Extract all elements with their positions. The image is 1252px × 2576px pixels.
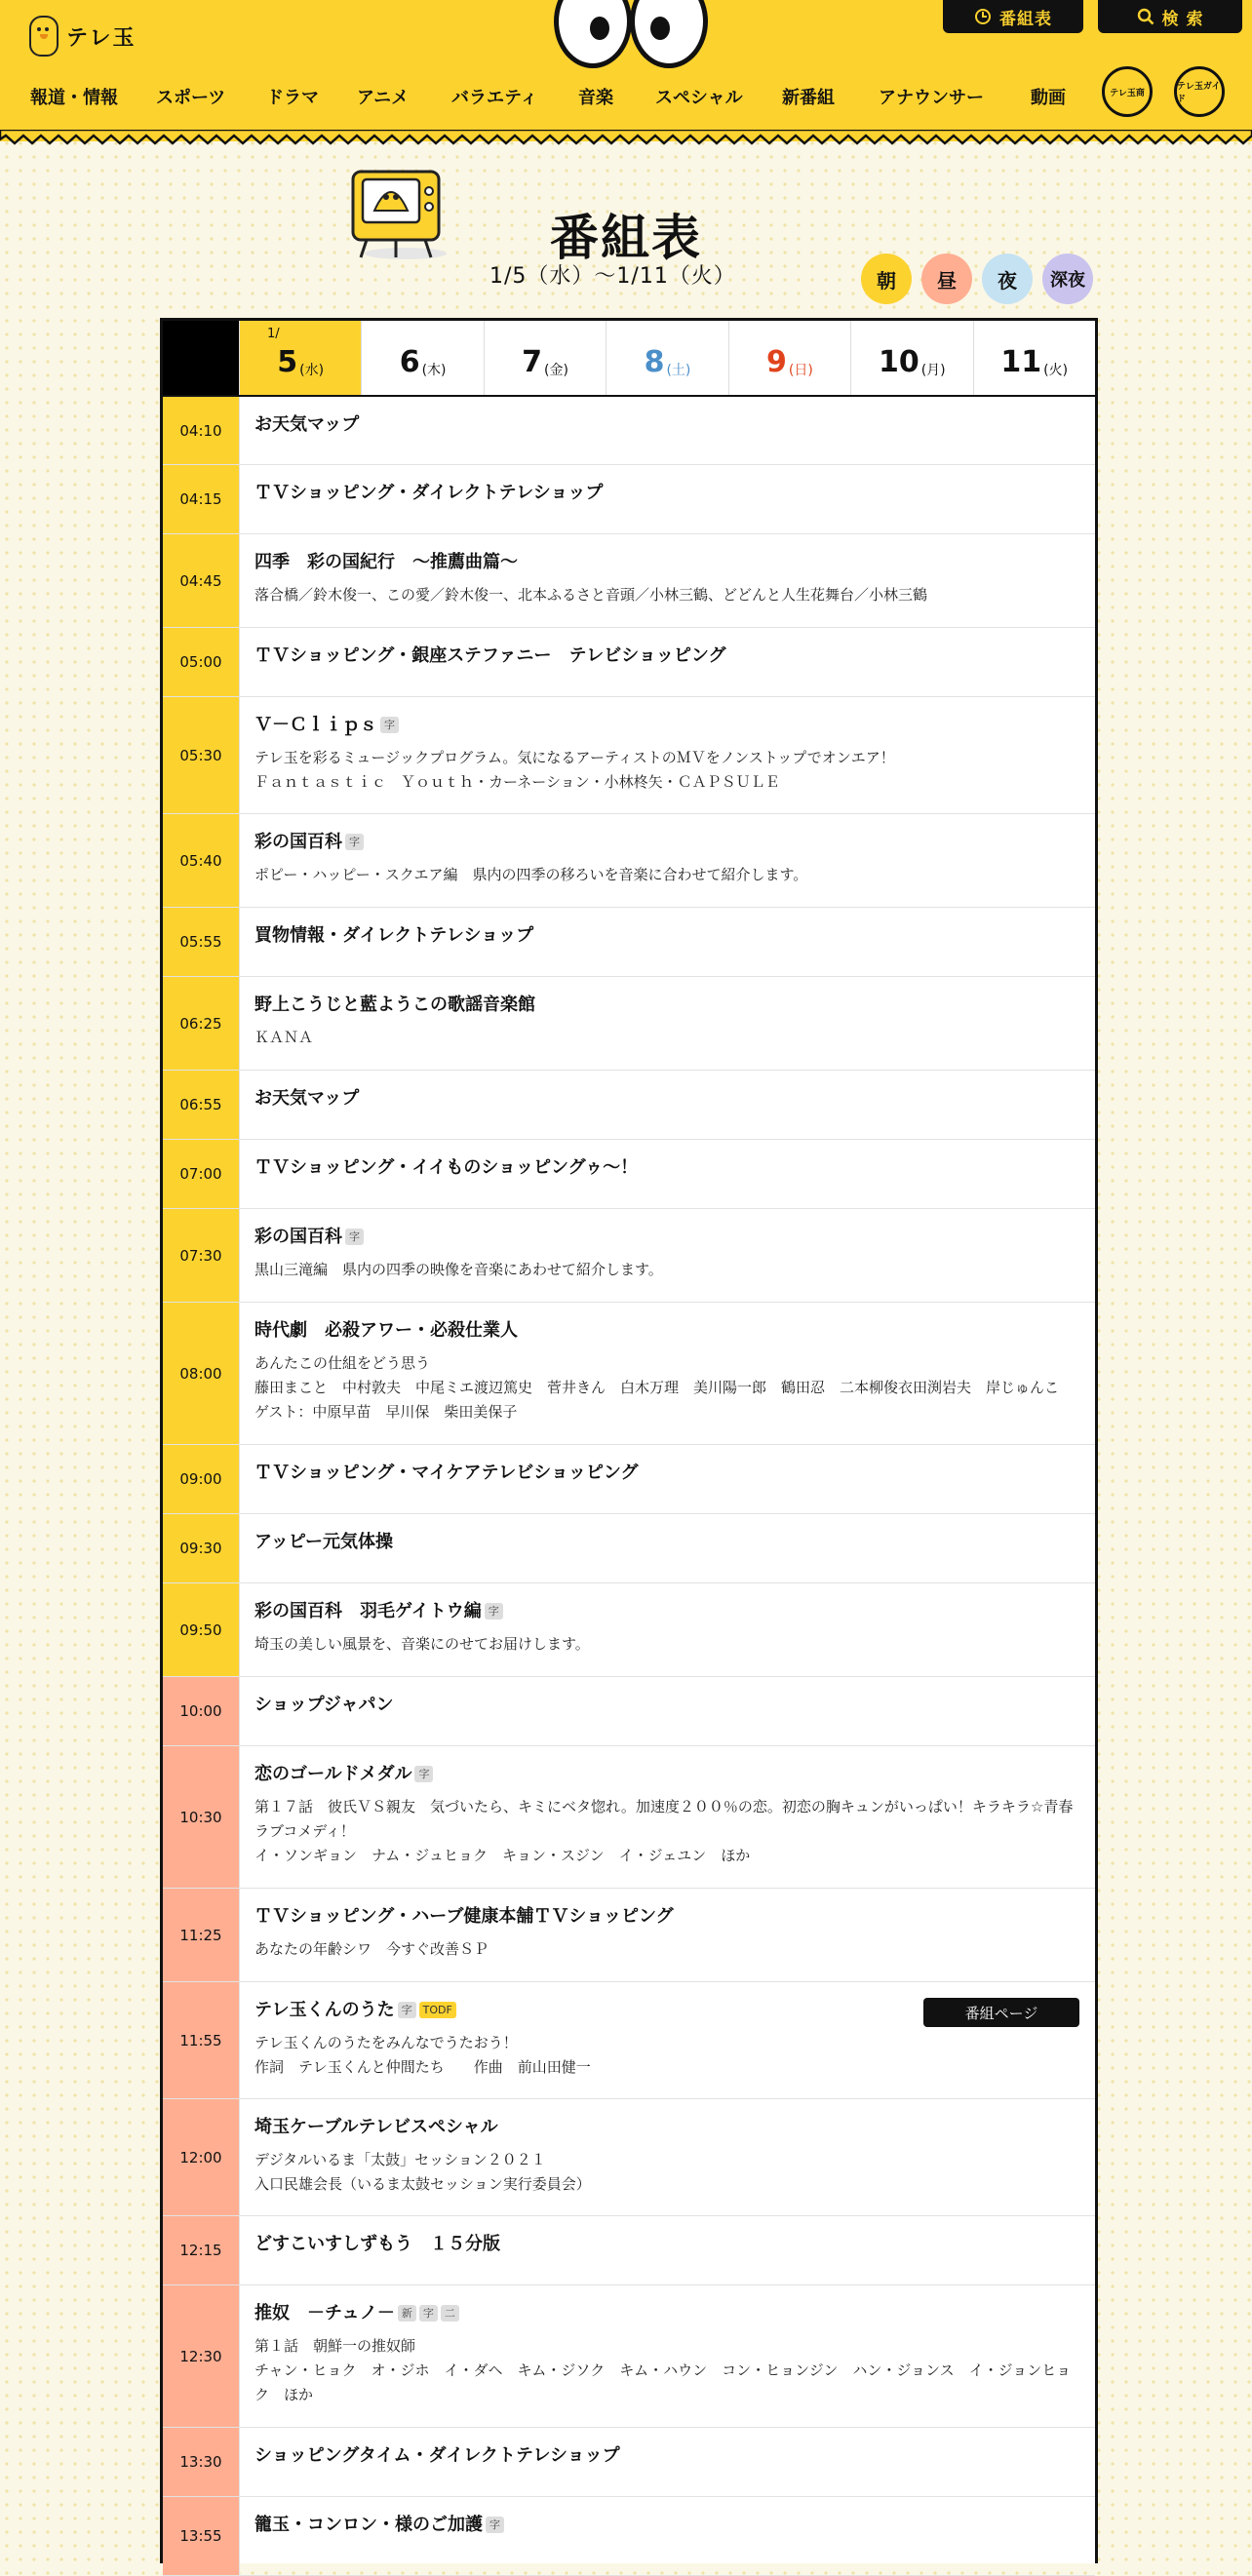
day-tab-7[interactable]: 7 (金) xyxy=(484,321,606,395)
program-cell[interactable] xyxy=(240,2099,1095,2215)
program-time: 11:25 xyxy=(163,1889,240,1981)
program-cell[interactable] xyxy=(240,1677,1095,1745)
nav-sports[interactable]: スポーツ xyxy=(156,88,226,108)
program-description: あなたの年齢シワ 今すぐ改善ＳＰ xyxy=(254,1940,489,1958)
program-row[interactable] xyxy=(163,628,1095,697)
program-time: 07:30 xyxy=(163,1209,240,1302)
program-title-line xyxy=(254,1762,1079,1787)
program-row[interactable] xyxy=(163,697,1095,814)
program-cell[interactable] xyxy=(240,628,1095,696)
program-title[interactable]: 埼玉ケーブルテレビスペシャル xyxy=(254,2117,498,2137)
program-title[interactable]: アッピー元気体操 xyxy=(254,1532,394,1552)
nav-drama[interactable]: ドラマ xyxy=(266,88,319,108)
program-cell[interactable] xyxy=(240,1746,1095,1888)
program-description: テレ玉を彩るミュージックプログラム。気になるアーティストのＭＶをノンストップでオンエア！ Ｆａｎｔａｓｔｉｃ Ｙｏｕｔｈ・カーネーション・小林柊矢・ＣＡＰＳＵＬＥ xyxy=(254,749,895,791)
program-row[interactable] xyxy=(163,814,1095,908)
program-title-line xyxy=(254,830,1079,855)
program-row[interactable] xyxy=(163,2285,1095,2428)
program-description: ポピー・ハッピー・スクエア編 県内の四季の移ろいを音楽に合わせて紹介します。 xyxy=(254,866,808,883)
program-title-line xyxy=(254,1086,1079,1112)
program-title[interactable]: 野上こうじと藍ようこの歌謡音楽館 xyxy=(254,995,535,1015)
day-tabs xyxy=(163,321,1095,397)
program-time: 05:40 xyxy=(163,814,240,907)
program-time: 04:15 xyxy=(163,465,240,533)
program-description: 第１話 朝鮮一の推奴師 チャン・ヒョク オ・ジホ イ・ダヘ キム・ジソク キム・ハウン コン・ヒョンジン ハン・ジョンス イ・ジョンヒョク ほか xyxy=(254,2337,1072,2403)
program-badge: 字 xyxy=(345,834,364,850)
program-title-line xyxy=(254,412,1079,438)
program-title-line xyxy=(254,1599,1079,1624)
program-title[interactable]: 彩の国百科 xyxy=(254,832,342,852)
program-title[interactable]: 買物情報・ダイレクトテレショップ xyxy=(254,925,534,946)
program-title-line xyxy=(254,1461,1079,1486)
nav-video[interactable]: 動画 xyxy=(1031,88,1066,108)
program-time: 13:30 xyxy=(163,2428,240,2496)
program-time: 13:55 xyxy=(163,2497,240,2575)
program-time: 04:45 xyxy=(163,534,240,627)
program-cell[interactable] xyxy=(240,697,1095,813)
program-time: 05:55 xyxy=(163,908,240,976)
program-row[interactable] xyxy=(163,2216,1095,2285)
program-badge: 新 xyxy=(398,2305,416,2322)
program-cell[interactable] xyxy=(240,1303,1095,1444)
program-title-line xyxy=(254,923,1079,949)
program-title[interactable]: どすこいすしずもう １５分版 xyxy=(254,2234,500,2254)
program-description: 埼玉の美しい風景を、音楽にのせてお届けします。 xyxy=(254,1635,590,1653)
day-tab-10[interactable]: 10 (月) xyxy=(850,321,972,395)
program-time: 09:30 xyxy=(163,1514,240,1582)
program-title-line xyxy=(254,1318,1079,1344)
program-title[interactable]: Ｖ－Ｃｌｉｐｓ xyxy=(254,715,377,735)
nav-anime[interactable]: アニメ xyxy=(357,88,410,108)
site-header xyxy=(0,0,1252,141)
program-list xyxy=(163,397,1095,2576)
schedule-button-label: 番組表 xyxy=(999,9,1052,29)
program-time: 12:00 xyxy=(163,2099,240,2215)
day-tab-6[interactable]: 6 (木) xyxy=(361,321,483,395)
program-row[interactable] xyxy=(163,2497,1095,2576)
program-time: 10:00 xyxy=(163,1677,240,1745)
tv-mascot-icon xyxy=(347,164,456,261)
program-title-line xyxy=(254,1904,1079,1930)
grid-corner xyxy=(163,321,239,395)
program-cell[interactable] xyxy=(240,397,1095,464)
day-tab-9[interactable]: 9 (日) xyxy=(728,321,850,395)
search-icon xyxy=(1137,8,1154,25)
program-row[interactable] xyxy=(163,1445,1095,1514)
program-row[interactable] xyxy=(163,1677,1095,1746)
program-description: テレ玉くんのうたをみんなでうたおう！ 作詞 テレ玉くんと仲間たち 作曲 前山田健一 xyxy=(254,2034,591,2076)
tetama-guide-icon[interactable]: テレ玉ガイド xyxy=(1174,66,1225,117)
program-row[interactable] xyxy=(163,908,1095,977)
program-title[interactable]: ショッピングタイム・ダイレクトテレショップ xyxy=(254,2445,620,2466)
program-row[interactable] xyxy=(163,1071,1095,1140)
program-time: 05:30 xyxy=(163,697,240,813)
mascot-eyes xyxy=(554,0,700,60)
program-badge: 字 xyxy=(485,1603,503,1620)
program-time: 04:10 xyxy=(163,397,240,464)
program-title-line xyxy=(254,993,1079,1018)
program-row[interactable] xyxy=(163,977,1095,1071)
program-time: 09:00 xyxy=(163,1445,240,1513)
program-title[interactable]: ＴＶショッピング・マイケアテレビショッピング xyxy=(254,1463,639,1483)
program-description: 黒山三滝編 県内の四季の映像を音楽にあわせて紹介します。 xyxy=(254,1261,663,1278)
program-title-line xyxy=(254,713,1079,738)
program-title-line xyxy=(254,644,1079,669)
program-row[interactable] xyxy=(163,1982,1095,2099)
program-row[interactable] xyxy=(163,1209,1095,1303)
site-logo[interactable] xyxy=(29,16,137,57)
schedule-button[interactable] xyxy=(943,0,1083,33)
program-description: デジタルいるま「太鼓」セッション２０２１ 入口民雄会長（いるま太鼓セッション実行委員会） xyxy=(254,2151,591,2193)
program-title[interactable]: 推奴 －チュノ－ xyxy=(254,2303,395,2323)
program-badge: 二 xyxy=(441,2305,459,2322)
nav-announcer[interactable]: アナウンサー xyxy=(879,88,984,108)
program-title-line xyxy=(254,2513,1079,2538)
program-title-line xyxy=(254,550,1079,575)
nav-music[interactable]: 音楽 xyxy=(578,88,613,108)
program-row[interactable] xyxy=(163,397,1095,465)
program-title[interactable]: 彩の国百科 xyxy=(254,1227,342,1247)
program-title[interactable]: 時代劇 必殺アワー・必殺仕業人 xyxy=(254,1320,518,1341)
page-title: 番組表 xyxy=(550,210,702,266)
date-range: 1/5（水）〜1/11（火） xyxy=(489,264,736,289)
nav-news[interactable]: 報道・情報 xyxy=(30,88,118,108)
program-title[interactable]: テレ玉くんのうた xyxy=(254,2000,395,2020)
program-time: 05:00 xyxy=(163,628,240,696)
program-description: 落合橋／鈴木俊一、この愛／鈴木俊一、北本ふるさと音頭／小林三鶴、どどんと人生花舞台／小林三鶴 xyxy=(254,586,928,604)
program-title-line xyxy=(254,481,1079,506)
program-row[interactable] xyxy=(163,1303,1095,1445)
program-title-line xyxy=(254,1530,1079,1555)
program-cell[interactable] xyxy=(240,2216,1095,2284)
program-row[interactable] xyxy=(163,1583,1095,1677)
schedule-grid xyxy=(160,318,1098,2563)
program-title[interactable]: ＴＶショッピング・イイものショッピングゥ～！ xyxy=(254,1157,639,1178)
program-title-line xyxy=(254,2301,1079,2326)
program-cell[interactable] xyxy=(240,1071,1095,1139)
program-cell[interactable] xyxy=(240,908,1095,976)
program-description: 第１７話 彼氏ＶＳ親友 気づいたら、キミにベタ惚れ。加速度２００％の恋。初恋の胸キュンがいっぱい！キラキラ☆青春ラブコメディ！ イ・ソンギョン ナム・ジュヒョク キョン・スジン イ・ジェユン ほか xyxy=(254,1798,1074,1864)
program-time: 12:30 xyxy=(163,2285,240,2427)
tetama-mascot-icon xyxy=(29,16,59,57)
header-zigzag-edge xyxy=(0,130,1252,147)
program-page-button[interactable]: 番組ページ xyxy=(923,1998,1079,2027)
program-description: あんたこの仕組をどう思う 藤田まこと 中村敦夫 中尾ミエ渡辺篤史 菅井きん 白木万理 美川陽一郎 鶴田忍 二本柳俊衣田渕岩夫 岸じゅんこ ゲスト：中原早苗 早川保 柴田美保子 xyxy=(254,1354,1060,1421)
program-cell[interactable] xyxy=(240,1445,1095,1513)
program-row[interactable] xyxy=(163,1514,1095,1583)
program-time: 12:15 xyxy=(163,2216,240,2284)
time-of-day-noon-button[interactable]: 昼 xyxy=(921,254,972,304)
search-button-label: 検 索 xyxy=(1161,9,1204,29)
program-title-line xyxy=(254,1693,1079,1718)
program-cell[interactable] xyxy=(240,977,1095,1070)
program-badge: 字 xyxy=(419,2305,438,2322)
program-row[interactable] xyxy=(163,2428,1095,2497)
program-row[interactable] xyxy=(163,465,1095,534)
program-cell[interactable] xyxy=(240,1583,1095,1676)
nav-special[interactable]: スペシャル xyxy=(655,88,743,108)
program-time: 09:50 xyxy=(163,1583,240,1676)
program-time: 06:55 xyxy=(163,1071,240,1139)
day-tab-8[interactable]: 8 (土) xyxy=(606,321,727,395)
program-title-line xyxy=(254,2443,1079,2469)
program-time: 08:00 xyxy=(163,1303,240,1444)
program-time: 07:00 xyxy=(163,1140,240,1208)
program-cell[interactable] xyxy=(240,2428,1095,2496)
program-title[interactable]: 彩の国百科 羽毛ゲイトウ編 xyxy=(254,1601,482,1621)
program-title-line xyxy=(254,1225,1079,1250)
program-cell[interactable] xyxy=(240,814,1095,907)
day-tab-11[interactable]: 11 (火) xyxy=(973,321,1095,395)
program-title-line xyxy=(254,2115,1079,2140)
program-cell[interactable] xyxy=(240,1982,1095,2098)
program-cell[interactable] xyxy=(240,1140,1095,1208)
program-title[interactable]: ＴＶショッピング・銀座ステファニー テレビショッピング xyxy=(254,645,726,666)
program-row[interactable] xyxy=(163,534,1095,628)
program-cell[interactable] xyxy=(240,1209,1095,1302)
program-cell[interactable] xyxy=(240,2285,1095,2427)
program-cell[interactable] xyxy=(240,465,1095,533)
tetama-shop-icon[interactable]: テレ玉商 xyxy=(1102,66,1153,117)
program-title-line xyxy=(254,1155,1079,1181)
program-row[interactable] xyxy=(163,1889,1095,1982)
program-badge: TODF xyxy=(419,2002,456,2018)
program-badge: 字 xyxy=(414,1766,433,1782)
program-row[interactable] xyxy=(163,1746,1095,1889)
title-area xyxy=(0,164,1252,300)
program-title[interactable]: 籠玉・コンロン・様のご加護 xyxy=(254,2515,483,2535)
program-time: 10:30 xyxy=(163,1746,240,1888)
program-badge: 字 xyxy=(486,2517,504,2533)
program-badge: 字 xyxy=(398,2002,416,2018)
time-of-day-night-button[interactable]: 夜 xyxy=(982,254,1033,304)
nav-new-programs[interactable]: 新番組 xyxy=(782,88,835,108)
search-button[interactable] xyxy=(1098,0,1242,33)
program-row[interactable] xyxy=(163,1140,1095,1209)
program-cell[interactable] xyxy=(240,534,1095,627)
program-title-line xyxy=(254,2232,1079,2257)
time-of-day-late-night-button[interactable]: 深夜 xyxy=(1042,254,1093,304)
program-description: ＫＡＮＡ xyxy=(254,1029,314,1046)
program-time: 06:25 xyxy=(163,977,240,1070)
program-title[interactable]: お天気マップ xyxy=(254,1088,360,1109)
program-title[interactable]: ＴＶショッピング・ダイレクトテレショップ xyxy=(254,483,604,503)
program-title[interactable]: ＴＶショッピング・ハーブ健康本舗ＴＶショッピング xyxy=(254,1906,674,1927)
program-cell[interactable] xyxy=(240,1514,1095,1582)
program-time: 11:55 xyxy=(163,1982,240,2098)
nav-variety[interactable]: バラエティ xyxy=(451,88,538,108)
time-of-day-morning-button[interactable]: 朝 xyxy=(861,254,912,304)
program-title[interactable]: ショップジャパン xyxy=(254,1695,394,1715)
program-badge: 字 xyxy=(345,1229,364,1245)
clock-icon xyxy=(974,8,992,25)
program-cell[interactable] xyxy=(240,2497,1095,2575)
program-cell[interactable] xyxy=(240,1889,1095,1981)
logo-text: テレ玉 xyxy=(66,25,137,51)
program-row[interactable] xyxy=(163,2099,1095,2216)
program-title[interactable]: 恋のゴールドメダル xyxy=(254,1764,412,1784)
day-tab-5[interactable]: 1/ 5 (水) xyxy=(239,321,361,395)
program-title[interactable]: お天気マップ xyxy=(254,414,360,435)
program-badge: 字 xyxy=(380,717,399,733)
program-title[interactable]: 四季 彩の国紀行 ～推薦曲篇～ xyxy=(254,552,518,572)
